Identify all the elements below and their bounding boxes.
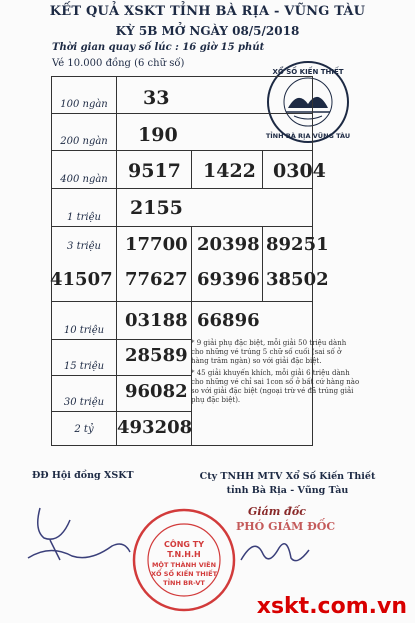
svg-text:TỈNH BÀ RỊA VŨNG TÀU: TỈNH BÀ RỊA VŨNG TÀU <box>265 132 351 140</box>
winning-number: 77627 <box>125 269 188 290</box>
winning-number: 89251 <box>266 234 329 255</box>
winning-number: 1422 <box>203 160 256 182</box>
table-row-line <box>51 226 313 227</box>
handwritten-signature-left <box>20 500 140 570</box>
council-signature-label: ĐĐ Hội đồng XSKT <box>32 470 134 481</box>
winning-number: 96082 <box>125 381 188 402</box>
winning-number: 38502 <box>266 269 329 290</box>
director-title: Giám đốc <box>248 505 306 518</box>
svg-text:TỈNH BR-VT: TỈNH BR-VT <box>163 579 205 587</box>
draw-time: Thời gian quay số lúc : 16 giờ 15 phút <box>52 42 265 53</box>
winning-number: 20398 <box>197 234 260 255</box>
winning-number: 41507 <box>50 269 113 290</box>
svg-text:T.N.H.H: T.N.H.H <box>167 550 201 559</box>
handwritten-signature-right <box>235 530 315 570</box>
table-row-line <box>51 375 191 376</box>
winning-number: 17700 <box>125 234 188 255</box>
prize-label: 3 triệu <box>67 241 101 252</box>
company-province: tỉnh Bà Rịa - Vũng Tàu <box>226 485 349 496</box>
table-divider <box>191 301 192 339</box>
table-row-line <box>51 339 191 340</box>
note-special-consolation: * 9 giải phụ đặc biệt, mỗi giải 50 triệu dành cho những vé trúng 5 chữ số cuối (sai số ở hàng trăm ngàn) so với giải đặc biệt. <box>191 339 347 365</box>
winning-number: 190 <box>138 124 178 146</box>
svg-text:XỔ SỐ KIẾN THIẾT: XỔ SỐ KIẾN THIẾT <box>272 68 344 76</box>
table-divider <box>116 76 117 446</box>
table-row-line <box>51 188 313 189</box>
table-divider <box>262 226 263 301</box>
prize-label: 400 ngàn <box>60 174 108 185</box>
company-name: Cty TNHH MTV Xổ Số Kiến Thiết <box>199 471 376 482</box>
company-stamp <box>128 505 240 615</box>
issue-line: KỲ 5B MỞ NGÀY 08/5/2018 <box>115 24 300 38</box>
svg-text:MỘT THÀNH VIÊN: MỘT THÀNH VIÊN <box>151 561 217 569</box>
table-row-line <box>51 411 191 412</box>
table-row-line <box>51 113 313 114</box>
winning-number: 03188 <box>125 310 188 331</box>
prize-label: 100 ngàn <box>60 99 108 110</box>
table-divider <box>191 226 192 301</box>
prize-label: 1 triệu <box>67 212 101 223</box>
page-title: KẾT QUẢ XSKT TỈNH BÀ RỊA - VŨNG TÀU <box>49 4 366 19</box>
winning-number: 66896 <box>197 310 260 331</box>
winning-number: 0304 <box>273 160 326 182</box>
table-divider <box>262 150 263 188</box>
winning-number: 33 <box>143 87 170 109</box>
winning-number: 69396 <box>197 269 260 290</box>
watermark-site: xskt.com.vn <box>256 594 407 619</box>
note-encouragement: * 45 giải khuyến khích, mỗi giải 6 triệu dành cho những vé chỉ sai 1con số ở bất cứ hàng nào so với giải đặc biệt (ngoại trừ vé đã trúng giải phụ đặc biệt). <box>191 369 360 404</box>
winning-number: 9517 <box>128 160 181 182</box>
ticket-price: Vé 10.000 đồng (6 chữ số) <box>52 58 185 69</box>
winning-number: 28589 <box>125 345 188 366</box>
prize-label: 10 triệu <box>63 325 105 336</box>
prize-notes <box>191 339 361 405</box>
table-divider <box>191 150 192 188</box>
prize-label: 30 triệu <box>63 397 105 408</box>
table-row-line <box>51 150 313 151</box>
winning-number: 493208 <box>117 417 193 438</box>
winning-number: 2155 <box>130 197 183 219</box>
prize-label: 15 triệu <box>63 361 105 372</box>
svg-text:XỔ SỐ KIẾN THIẾT: XỔ SỐ KIẾN THIẾT <box>150 570 218 578</box>
svg-text:CÔNG TY: CÔNG TY <box>164 540 204 549</box>
table-row-line <box>51 301 313 302</box>
prize-label: 200 ngàn <box>60 136 108 147</box>
deputy-director-title: PHÓ GIÁM ĐỐC <box>236 520 336 533</box>
company-signature-block <box>180 470 395 498</box>
prize-label: 2 tỷ <box>74 424 94 435</box>
